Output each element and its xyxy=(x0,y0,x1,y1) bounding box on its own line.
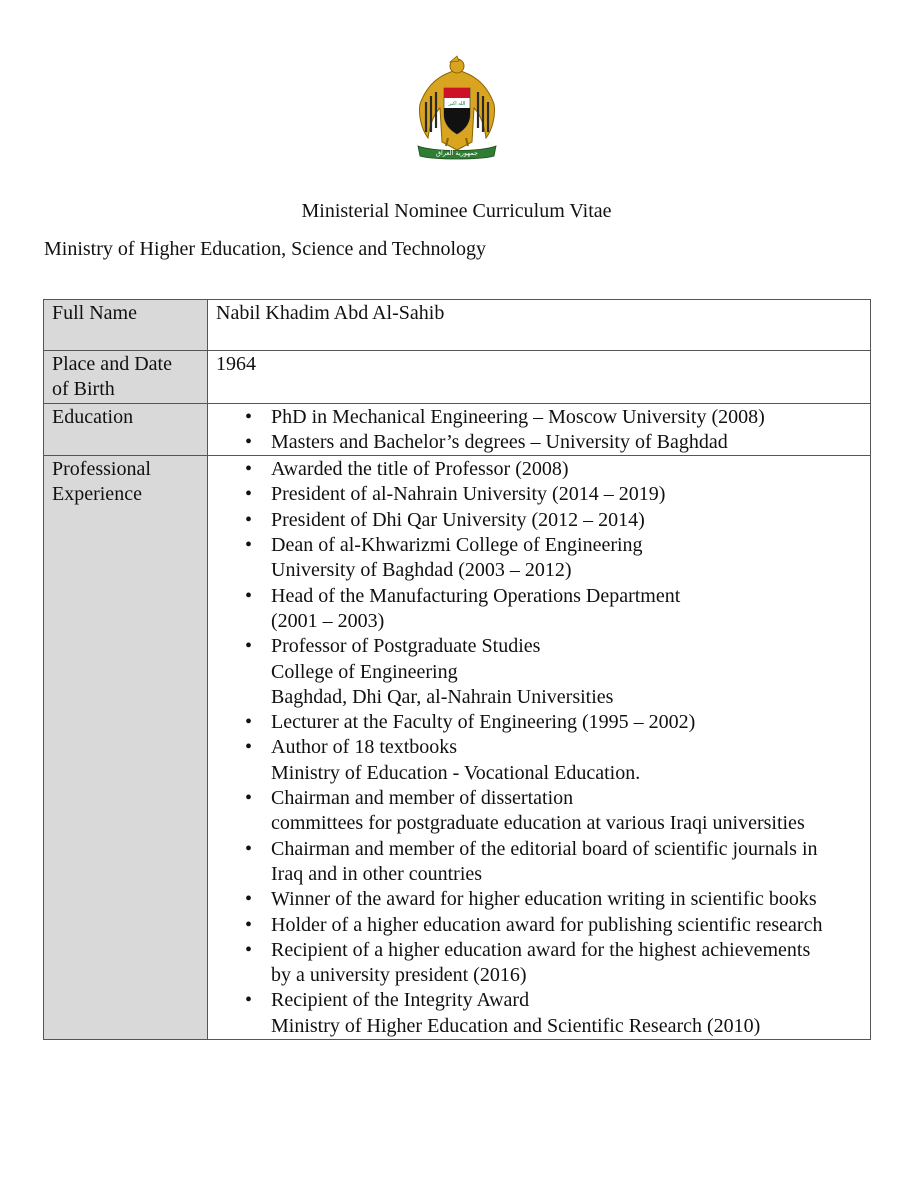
list-item-line: • Awarded the title of Professor (2008) xyxy=(271,458,569,481)
list-item-line: Ministry of Education - Vocational Education. xyxy=(271,761,641,784)
list-item xyxy=(271,786,862,837)
full-name-row xyxy=(44,300,871,351)
experience-value xyxy=(208,456,871,1040)
list-item-line: • Recipient of a higher education award for the highest achievements xyxy=(271,938,811,961)
full-name-label: Full Name xyxy=(44,300,208,351)
list-item-line: • Lecturer at the Faculty of Engineering (1995 – 2002) xyxy=(271,711,696,734)
list-item-line: University of Baghdad (2003 – 2012) xyxy=(271,559,572,582)
list-item-line: Baghdad, Dhi Qar, al-Nahrain Universities xyxy=(271,685,614,708)
list-item-line: • Professor of Postgraduate Studies xyxy=(271,635,541,658)
birth-label-line: Place and Date xyxy=(52,353,172,375)
experience-label-line: Experience xyxy=(52,483,142,506)
list-item xyxy=(271,482,862,507)
emblem-text: جمهورية العراق xyxy=(436,149,478,157)
full-name-value: Nabil Khadim Abd Al-Sahib xyxy=(208,300,871,351)
list-item-line: College of Engineering xyxy=(271,660,458,683)
list-item xyxy=(271,938,862,989)
list-item-line: • Chairman and member of the editorial board of scientific journals in xyxy=(271,837,818,860)
list-item-line: • Dean of al-Khwarizmi College of Engineering xyxy=(271,534,643,557)
list-item-line: Ministry of Higher Education and Scientific Research (2010) xyxy=(271,1014,761,1037)
document-title: Ministerial Nominee Curriculum Vitae xyxy=(301,200,612,222)
list-item-line: • Head of the Manufacturing Operations Department xyxy=(271,584,681,607)
list-item xyxy=(271,584,862,635)
list-item-line: • Recipient of the Integrity Award xyxy=(271,989,530,1012)
list-item-line: • Winner of the award for higher education writing in scientific books xyxy=(271,888,817,911)
cv-table xyxy=(43,299,871,1040)
list-item-line: • Chairman and member of dissertation xyxy=(271,787,574,810)
list-item xyxy=(271,457,862,482)
ministry-title: Ministry of Higher Education, Science and Technology xyxy=(44,238,487,260)
list-item-line: • PhD in Mechanical Engineering – Moscow University (2008) xyxy=(271,405,765,428)
list-item-line: • President of al-Nahrain University (2014 – 2019) xyxy=(271,483,666,506)
list-item xyxy=(271,430,862,455)
birth-row xyxy=(44,351,871,404)
birth-value: 1964 xyxy=(208,351,871,404)
list-item xyxy=(271,913,862,938)
list-item xyxy=(271,533,862,584)
list-item xyxy=(271,837,862,888)
list-item xyxy=(271,405,862,430)
experience-label-line: Professional xyxy=(52,458,151,481)
list-item xyxy=(271,988,862,1039)
education-list xyxy=(216,405,862,456)
experience-label xyxy=(44,456,208,1040)
list-item-line: Iraq and in other countries xyxy=(271,862,483,885)
list-item-line: • Author of 18 textbooks xyxy=(271,736,458,759)
birth-label xyxy=(44,351,208,404)
list-item xyxy=(271,634,862,710)
list-item xyxy=(271,735,862,786)
experience-row xyxy=(44,456,871,1040)
list-item-line: (2001 – 2003) xyxy=(271,609,385,632)
list-item-line: • Masters and Bachelor’s degrees – University of Baghdad xyxy=(271,430,728,453)
list-item xyxy=(271,710,862,735)
list-item xyxy=(271,508,862,533)
svg-text:الله اكبر: الله اكبر xyxy=(448,101,466,107)
education-label: Education xyxy=(44,403,208,456)
birth-label-line: of Birth xyxy=(52,378,115,401)
list-item xyxy=(271,887,862,912)
education-value xyxy=(208,403,871,456)
list-item-line: • President of Dhi Qar University (2012 – 2014) xyxy=(271,508,645,531)
experience-list xyxy=(216,457,862,1039)
list-item-line: committees for postgraduate education at various Iraqi universities xyxy=(271,812,805,835)
list-item-line: • Holder of a higher education award for publishing scientific research xyxy=(271,913,823,936)
list-item-line: by a university president (2016) xyxy=(271,964,527,987)
iraq-coat-of-arms-icon xyxy=(412,52,502,162)
education-row xyxy=(44,403,871,456)
